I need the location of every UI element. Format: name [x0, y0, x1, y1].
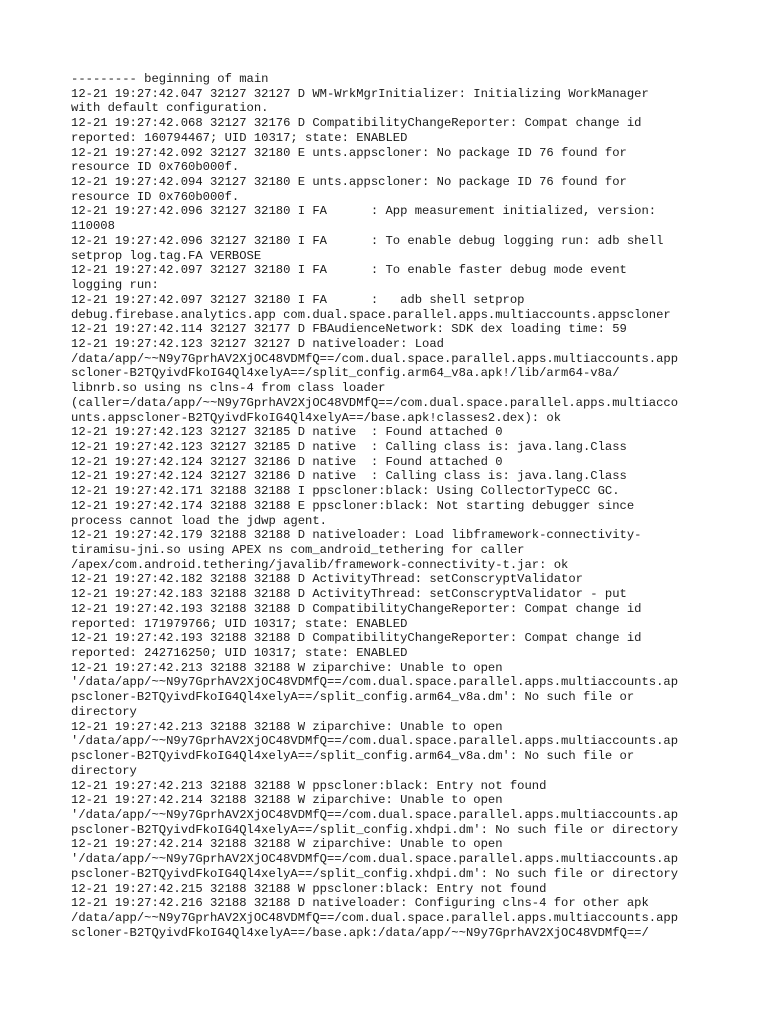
log-line: 12-21 19:27:42.179 32188 32188 D nativeloader: Load libframework-connectivity- — [71, 528, 642, 543]
log-line: 12-21 19:27:42.094 32127 32180 E unts.appscloner: No package ID 76 found for — [71, 175, 627, 190]
log-line: 12-21 19:27:42.213 32188 32188 W ppscloner:black: Entry not found — [71, 778, 547, 793]
log-line: pscloner-B2TQyivdFkoIG4Ql4xelyA==/split_config.arm64_v8a.dm': No such file or — [71, 749, 635, 764]
log-line: 12-21 19:27:42.214 32188 32188 W ziparchive: Unable to open — [71, 837, 503, 852]
log-line: unts.appscloner-B2TQyivdFkoIG4Ql4xelyA==/base.apk!classes2.dex): ok — [71, 410, 562, 425]
log-line: reported: 171979766; UID 10317; state: ENABLED — [71, 616, 408, 631]
log-line: 12-21 19:27:42.171 32188 32188 I ppscloner:black: Using CollectorTypeCC GC. — [71, 484, 620, 499]
log-line: 12-21 19:27:42.215 32188 32188 W ppscloner:black: Entry not found — [71, 881, 547, 896]
log-line: (caller=/data/app/~~N9y7GprhAV2XjOC48VDMfQ==/com.dual.space.parallel.apps.multiacco — [71, 395, 679, 410]
log-line: pscloner-B2TQyivdFkoIG4Ql4xelyA==/split_config.arm64_v8a.dm': No such file or — [71, 690, 635, 705]
log-text-block — [71, 72, 711, 940]
log-line: scloner-B2TQyivdFkoIG4Ql4xelyA==/base.apk:/data/app/~~N9y7GprhAV2XjOC48VDMfQ==/ — [71, 925, 649, 940]
log-line: directory — [71, 763, 137, 778]
log-line: process cannot load the jdwp agent. — [71, 513, 327, 528]
log-line: 12-21 19:27:42.193 32188 32188 D CompatibilityChangeReporter: Compat change id — [71, 631, 642, 646]
log-line: tiramisu-jni.so using APEX ns com_android_tethering for caller — [71, 543, 525, 557]
log-line: 12-21 19:27:42.047 32127 32127 D WM-WrkMgrInitializer: Initializing WorkManager — [71, 86, 649, 101]
log-line: pscloner-B2TQyivdFkoIG4Ql4xelyA==/split_config.xhdpi.dm': No such file or directory — [71, 866, 679, 881]
log-line: 110008 — [71, 219, 115, 234]
log-line: 12-21 19:27:42.096 32127 32180 I FA : App measurement initialized, version: — [71, 204, 657, 219]
log-line: /apex/com.android.tethering/javalib/framework-connectivity-t.jar: ok — [71, 557, 569, 572]
log-line: scloner-B2TQyivdFkoIG4Ql4xelyA==/split_config.arm64_v8a.apk!/lib/arm64-v8a/ — [71, 366, 620, 381]
log-line: 12-21 19:27:42.213 32188 32188 W ziparchive: Unable to open — [71, 660, 503, 675]
log-line: debug.firebase.analytics.app com.dual.space.parallel.apps.multiaccounts.appscloner — [71, 307, 671, 322]
log-line: reported: 242716250; UID 10317; state: ENABLED — [71, 646, 408, 661]
log-line: resource ID 0x760b000f. — [71, 160, 240, 175]
log-line: 12-21 19:27:42.097 32127 32180 I FA : adb shell setprop — [71, 292, 525, 307]
log-line: directory — [71, 704, 137, 719]
log-line: 12-21 19:27:42.213 32188 32188 W ziparchive: Unable to open — [71, 719, 503, 734]
log-line: '/data/app/~~N9y7GprhAV2XjOC48VDMfQ==/com.dual.space.parallel.apps.multiaccounts.ap — [71, 734, 679, 749]
log-line: 12-21 19:27:42.174 32188 32188 E ppscloner:black: Not starting debugger since — [71, 498, 635, 513]
log-line: '/data/app/~~N9y7GprhAV2XjOC48VDMfQ==/com.dual.space.parallel.apps.multiaccounts.ap — [71, 852, 679, 867]
log-line: reported: 160794467; UID 10317; state: ENABLED — [71, 130, 408, 145]
log-line: /data/app/~~N9y7GprhAV2XjOC48VDMfQ==/com.dual.space.parallel.apps.multiaccounts.app — [71, 351, 679, 366]
log-line: 12-21 19:27:42.124 32127 32186 D native : Found attached 0 — [71, 454, 503, 469]
log-line: with default configuration. — [71, 101, 269, 116]
log-line: /data/app/~~N9y7GprhAV2XjOC48VDMfQ==/com.dual.space.parallel.apps.multiaccounts.app — [71, 910, 679, 925]
log-line: 12-21 19:27:42.123 32127 32127 D nativeloader: Load — [71, 336, 444, 351]
log-line: '/data/app/~~N9y7GprhAV2XjOC48VDMfQ==/com.dual.space.parallel.apps.multiaccounts.ap — [71, 675, 679, 690]
log-line: logging run: — [71, 278, 159, 293]
log-line: 12-21 19:27:42.193 32188 32188 D CompatibilityChangeReporter: Compat change id — [71, 601, 642, 616]
log-line: 12-21 19:27:42.114 32127 32177 D FBAudienceNetwork: SDK dex loading time: 59 — [71, 322, 627, 337]
log-line: 12-21 19:27:42.182 32188 32188 D ActivityThread: setConscryptValidator — [71, 572, 583, 587]
log-line: 12-21 19:27:42.214 32188 32188 W ziparchive: Unable to open — [71, 793, 503, 808]
log-line: 12-21 19:27:42.124 32127 32186 D native : Calling class is: java.lang.Class — [71, 469, 627, 484]
log-line: '/data/app/~~N9y7GprhAV2XjOC48VDMfQ==/com.dual.space.parallel.apps.multiaccounts.ap — [71, 807, 679, 822]
log-line: 12-21 19:27:42.216 32188 32188 D nativeloader: Configuring clns-4 for other apk — [71, 896, 649, 911]
log-line: pscloner-B2TQyivdFkoIG4Ql4xelyA==/split_config.xhdpi.dm': No such file or directory — [71, 822, 679, 837]
log-line: 12-21 19:27:42.123 32127 32185 D native : Calling class is: java.lang.Class — [71, 439, 627, 454]
log-line: 12-21 19:27:42.097 32127 32180 I FA : To enable faster debug mode event — [71, 263, 627, 278]
log-line: --------- beginning of main — [71, 72, 269, 86]
log-line: 12-21 19:27:42.096 32127 32180 I FA : To enable debug logging run: adb shell — [71, 233, 664, 248]
log-line: 12-21 19:27:42.092 32127 32180 E unts.appscloner: No package ID 76 found for — [71, 145, 627, 160]
log-line: 12-21 19:27:42.183 32188 32188 D ActivityThread: setConscryptValidator - put — [71, 587, 627, 602]
log-line: setprop log.tag.FA VERBOSE — [71, 248, 262, 263]
log-line: 12-21 19:27:42.068 32127 32176 D CompatibilityChangeReporter: Compat change id — [71, 116, 642, 131]
log-line: libnrb.so using ns clns-4 from class loader — [71, 381, 386, 396]
log-line: resource ID 0x760b000f. — [71, 189, 240, 204]
log-line: 12-21 19:27:42.123 32127 32185 D native : Found attached 0 — [71, 425, 503, 440]
